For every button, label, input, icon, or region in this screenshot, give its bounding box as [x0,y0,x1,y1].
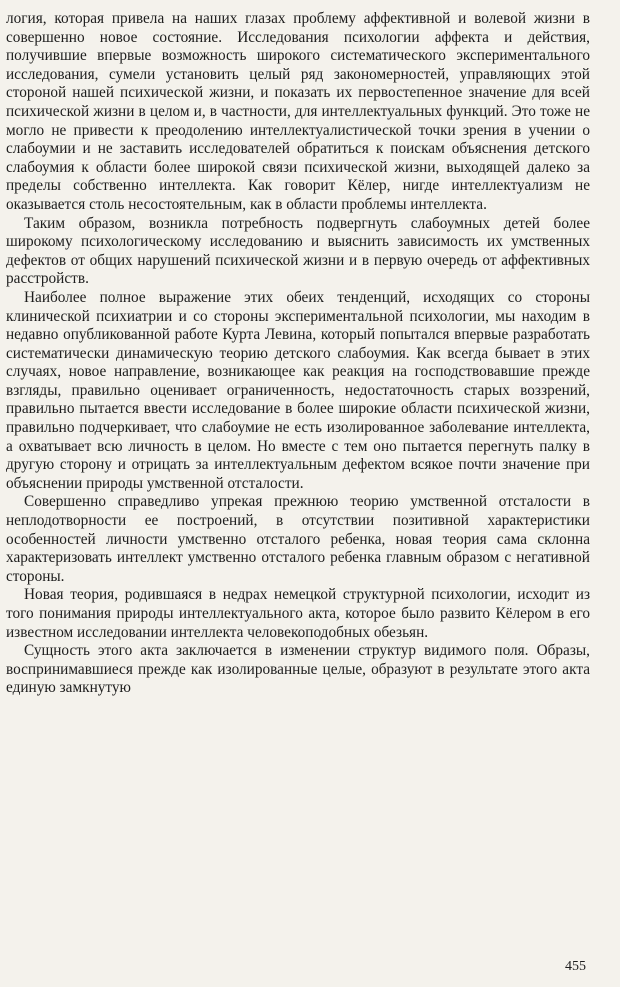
paragraph-5: Новая теория, родившаяся в недрах немецкой структурной психологии, исходит из того понимания природы интеллектуального акта, которое было развито Кёлером в его известном исследовании интеллекта человекоподобных обезьян. [6,586,590,641]
paragraph-6: Сущность этого акта заключается в изменении структур видимого поля. Образы, воспринимавшиеся прежде как изолированные целые, образуют в результате этого акта единую замкнутую [6,642,590,697]
paragraph-3: Наиболее полное выражение этих обеих тенденций, исходящих со стороны клинической психиатрии и со стороны экспериментальной психологии, мы находим в недавно опубликованной работе Курта Левина, который попытался впервые разработать систематически динамическую теорию детского слабоумия. Как всегда бывает в этих случаях, новое направление, возникающее как реакция на господствовавшие прежде взгляды, правильно оценивает ограниченность, недостаточность старых воззрений, правильно пытается ввести исследование в более широкие области психической жизни, правильно подчеркивает, что слабоумие не есть изолированное заболевание интеллекта, а охватывает всю личность в целом. Но вместе с тем оно пытается перегнуть палку в другую сторону и отрицать за интеллектуальным дефектом всякое почти значение при объяснении природы умственной отсталости. [6,288,590,492]
paragraph-1: логия, которая привела на наших глазах проблему аффективной и волевой жизни в совершенно новое состояние. Исследования психологии аффекта и действия, получившие впервые возможность широкого систематического экспериментального исследования, сумели установить целый ряд закономерностей, управляющих этой стороной нашей психической жизни, и показать их первостепенное значение для всей психической жизни в целом и, в частности, для интеллектуальных функций. Это тоже не могло не привести к преодолению интеллектуалистической точки зрения в учении о слабоумии и не заставить исследователей обратиться к поискам объяснения детского слабоумия к области более широкой связи психической жизни, выходящей далеко за пределы собственно интеллекта. Как говорит Кёлер, нигде интеллектуализм не оказывается столь несостоятельным, как в области проблемы интеллекта. [6,10,590,213]
page-number: 455 [565,959,586,974]
paragraph-2: Таким образом, возникла потребность подвергнуть слабоумных детей более широкому психологическому исследованию и выяснить зависимость их умственных дефектов от общих нарушений психической жизни и в первую очередь от аффективных расстройств. [6,214,590,288]
paragraph-4: Совершенно справедливо упрекая прежнюю теорию умственной отсталости в неплодотворности ее построений, в отсутствии позитивной характеристики особенностей личности умственно отсталого ребенка, новая теория сама склонна характеризовать интеллект умственно отсталого ребенка главным образом с негативной стороны. [6,493,590,585]
